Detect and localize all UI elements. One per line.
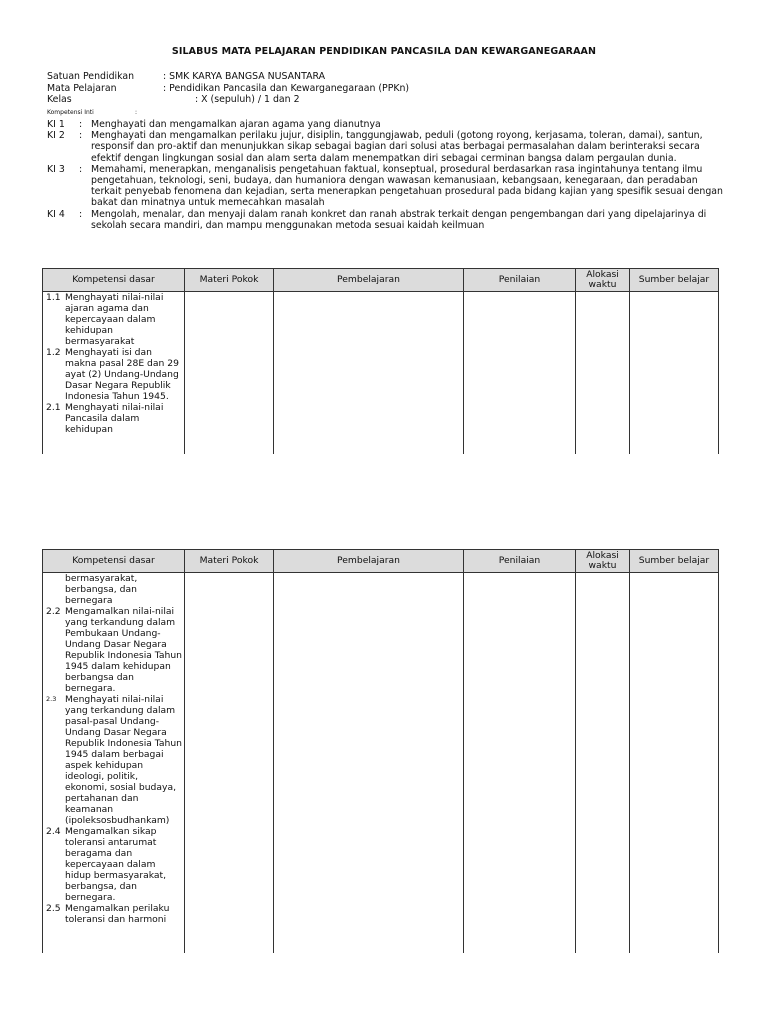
- kd-number: 2.3: [46, 695, 57, 703]
- ki-code: KI 1: [47, 119, 65, 130]
- kompetensi-dasar-cell: [43, 292, 185, 454]
- kd-text: Menghayati nilai-nilai yang terkandung dalam pasal-pasal Undang-Undang Dasar Negara Republik Indonesia Tahun 1945 dalam berbagai aspek kehidupan ideologi, politik, ekonomi, sosial budaya, pertahanan dan keamanan (ipoleksosbudhankam): [65, 694, 182, 826]
- penilaian-header: Penilaian: [464, 269, 576, 292]
- syllabus-table-1: [42, 268, 719, 454]
- kompetensi-dasar-cell: [43, 573, 185, 953]
- pembelajaran-header: Pembelajaran: [274, 269, 464, 292]
- mapel-value: : Pendidikan Pancasila dan Kewarganegaraan (PPKn): [163, 82, 410, 94]
- kd-number: 2.4: [46, 826, 61, 837]
- table-row: [43, 292, 719, 454]
- kd-item: [43, 292, 184, 347]
- sumber-belajar-cell: [630, 292, 719, 454]
- sumber-belajar-header: Sumber belajar: [630, 550, 719, 573]
- kd-text: Menghayati isi dan makna pasal 28E dan 29 ayat (2) Undang-Undang Dasar Negara Republik Indonesia Tahun 1945.: [65, 347, 179, 402]
- materi-pokok-header: Materi Pokok: [185, 550, 274, 573]
- kd-text: Menghayati nilai-nilai ajaran agama dan kepercayaan dalam kehidupan bermasyarakat: [65, 292, 164, 347]
- kd-text: Menghayati nilai-nilai Pancasila dalam kehidupan: [65, 402, 164, 435]
- alokasi-waktu-cell: [576, 292, 630, 454]
- kd-item: [43, 347, 184, 402]
- kd-number: 2.5: [46, 903, 61, 914]
- kd-item: [43, 694, 184, 826]
- kd-text: Mengamalkan nilai-nilai yang terkandung dalam Pembukaan Undang-Undang Dasar Negara Republik Indonesia Tahun 1945 dalam kehidupan berbangsa dan bernegara.: [65, 606, 182, 694]
- kd-number: 2.2: [46, 606, 61, 617]
- ki-item: [47, 209, 727, 231]
- ki-separator: :: [79, 163, 83, 175]
- table-header-row: [43, 269, 719, 292]
- alokasi-waktu-header: Alokasi waktu: [576, 269, 630, 292]
- sumber-belajar-cell: [630, 573, 719, 953]
- penilaian-header: Penilaian: [464, 550, 576, 573]
- kd-item: [43, 903, 184, 925]
- kd-text: Mengamalkan sikap toleransi antarumat beragama dan kepercayaan dalam hidup bermasyarakat, berbangsa, dan bernegara.: [65, 826, 167, 903]
- sumber-belajar-header: Sumber belajar: [630, 269, 719, 292]
- ki-item: [47, 119, 727, 130]
- document-title: SILABUS MATA PELAJARAN PENDIDIKAN PANCASILA DAN KEWARGANEGARAAN: [171, 46, 597, 57]
- table-row: [43, 573, 719, 953]
- materi-pokok-cell: [185, 292, 274, 454]
- satuan-value: : SMK KARYA BANGSA NUSANTARA: [163, 71, 326, 82]
- pembelajaran-header: Pembelajaran: [274, 550, 464, 573]
- ki-heading: [47, 109, 138, 116]
- ki-code: KI 2: [47, 130, 65, 142]
- syllabus-table-2: [42, 549, 719, 953]
- ki-code: KI 4: [47, 208, 65, 220]
- kd-item: [43, 826, 184, 903]
- materi-pokok-cell: [185, 573, 274, 953]
- kd-continuation: bermasyarakat, berbangsa, dan bernegara: [65, 573, 138, 606]
- ki-text: Menghayati dan mengamalkan perilaku jujur, disiplin, tanggungjawab, peduli (gotong royong, kerjasama, toleran, damai), santun, responsif dan pro-aktif dan menunjukkan sikap sebagai bagian dari solusi atas berbagai permasalahan dalam berinteraksi secara efektif dengan lingkungan sosial dan alam serta dalam menempatkan diri sebagai cerminan bangsa dalam pergaulan dunia.: [91, 130, 703, 164]
- penilaian-cell: [464, 573, 576, 953]
- kd-item: [43, 606, 184, 694]
- materi-pokok-header: Materi Pokok: [185, 269, 274, 292]
- kompetensi-dasar-header: Kompetensi dasar: [43, 550, 185, 573]
- ki-separator: :: [79, 208, 83, 220]
- kelas-label: Kelas: [47, 94, 72, 106]
- ki-separator: :: [79, 119, 83, 130]
- kd-number: 1.1: [46, 292, 61, 303]
- alokasi-waktu-cell: [576, 573, 630, 953]
- mapel-label: Mata Pelajaran: [47, 82, 117, 94]
- ki-item: [47, 130, 727, 164]
- ki-heading-label: Kompetensi Inti: [47, 109, 94, 116]
- satuan-label: Satuan Pendidikan: [47, 71, 135, 82]
- ki-text: Memahami, menerapkan, menganalisis pengetahuan faktual, konseptual, prosedural berdasarkan rasa ingintahunya tentang ilmu pengetahuan, teknologi, seni, budaya, dan humaniora dengan wawasan kemanusiaan, kebangsaan, kenegaraan, dan peradaban terkait penyebab fenomena dan kejadian, serta menerapkan pengetahuan prosedural pada bidang kajian yang spesifik sesuai dengan bakat dan minatnya untuk memecahkan masalah: [91, 163, 723, 209]
- kompetensi-dasar-header: Kompetensi dasar: [43, 269, 185, 292]
- ki-separator: :: [79, 130, 83, 142]
- pembelajaran-cell: [274, 292, 464, 454]
- ki-text: Menghayati dan mengamalkan ajaran agama yang dianutnya: [91, 119, 381, 130]
- alokasi-waktu-header: Alokasi waktu: [576, 550, 630, 573]
- ki-heading-colon: :: [135, 109, 138, 116]
- table-header-row: [43, 550, 719, 573]
- pembelajaran-cell: [274, 573, 464, 953]
- penilaian-cell: [464, 292, 576, 454]
- ki-item: [47, 164, 727, 209]
- kd-item: [43, 402, 184, 435]
- kd-text: Mengamalkan perilaku toleransi dan harmoni: [65, 903, 170, 925]
- kd-number: 1.2: [46, 347, 61, 358]
- kd-number: 2.1: [46, 402, 61, 413]
- ki-code: KI 3: [47, 163, 65, 175]
- ki-text: Mengolah, menalar, dan menyaji dalam ranah konkret dan ranah abstrak terkait dengan pengembangan dari yang dipelajarinya di sekolah secara mandiri, dan mampu menggunakan metoda sesuai kaidah keilmuan: [91, 208, 707, 231]
- kelas-value: : X (sepuluh) / 1 dan 2: [195, 94, 300, 106]
- ki-list: [47, 119, 727, 231]
